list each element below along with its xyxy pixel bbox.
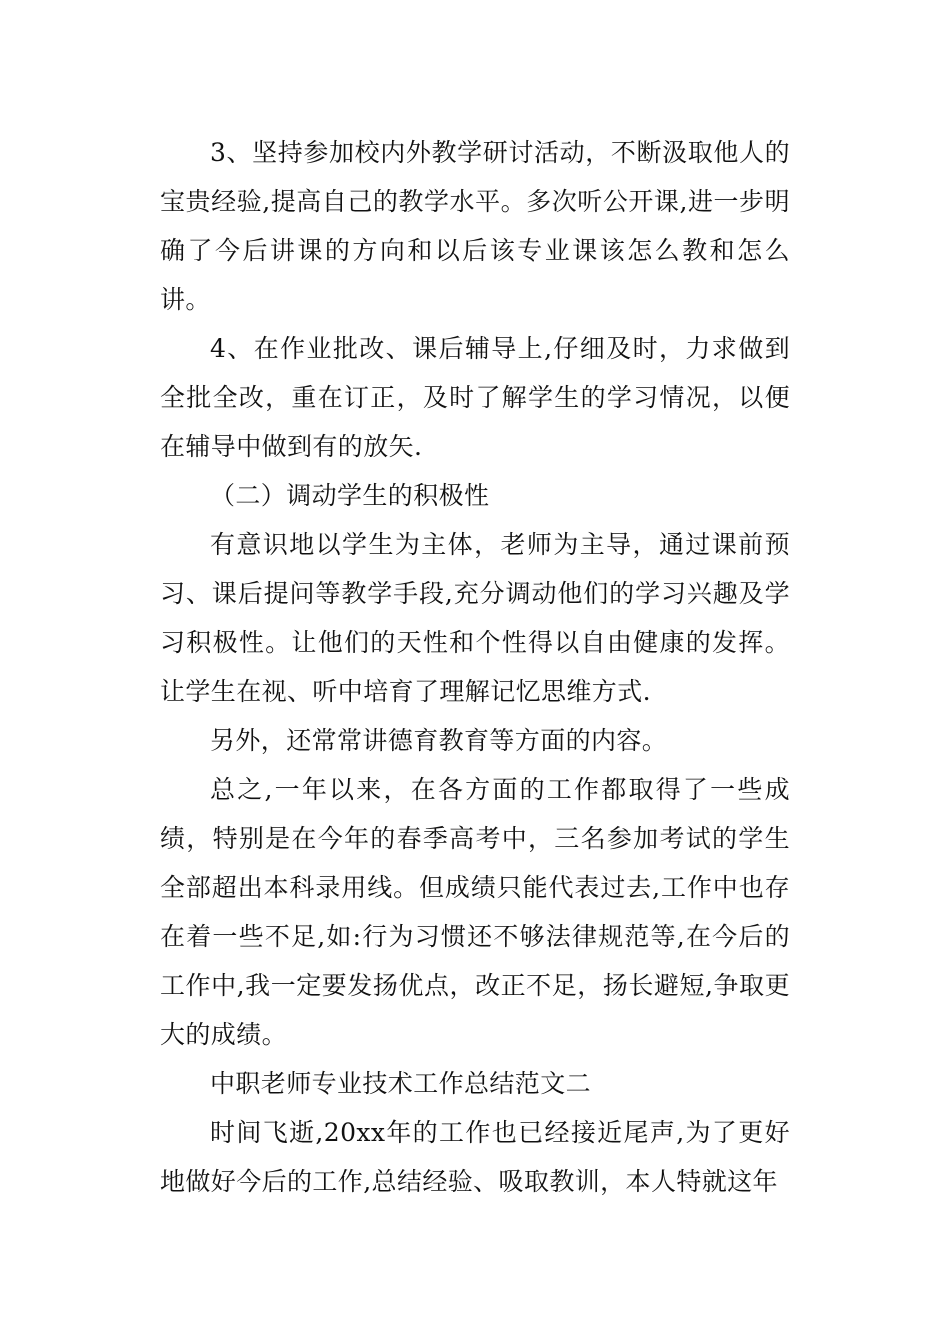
paragraph-motivation: 有意识地以学生为主体，老师为主导，通过课前预习、课后提问等教学手段,充分调动他们的学习兴趣及学习积极性。让他们的天性和个性得以自由健康的发挥。让学生在视、听中培育了理解记忆思维方式. bbox=[160, 530, 790, 706]
paragraph-summary: 总之,一年以来，在各方面的工作都取得了一些成绩，特别是在今年的春季高考中，三名参加考试的学生全部超出本科录用线。但成绩只能代表过去,工作中也存在着一些不足,如:行为习惯还不够法律规范等,在今后的工作中,我一定要发扬优点，改正不足，扬长避短,争取更大的成绩。 bbox=[160, 775, 790, 1049]
paragraph-item-4: 4、在作业批改、课后辅导上,仔细及时，力求做到全批全改，重在订正，及时了解学生的学习情况，以便在辅导中做到有的放矢. bbox=[160, 334, 790, 461]
paragraph-sample-two-intro: 时间飞逝,20xx年的工作也已经接近尾声,为了更好地做好今后的工作,总结经验、吸取教训，本人特就这年 bbox=[160, 1118, 790, 1196]
section-title-sample-two: 中职老师专业技术工作总结范文二 bbox=[210, 1069, 592, 1098]
document-body bbox=[160, 128, 790, 1206]
paragraph-item-3: 3、坚持参加校内外教学研讨活动，不断汲取他人的宝贵经验,提高自己的教学水平。多次听公开课,进一步明确了今后讲课的方向和以后该专业课该怎么教和怎么讲。 bbox=[160, 138, 790, 314]
paragraph-moral-education: 另外，还常常讲德育教育等方面的内容。 bbox=[210, 726, 668, 755]
section-heading-motivation: （二）调动学生的积极性 bbox=[210, 481, 490, 510]
